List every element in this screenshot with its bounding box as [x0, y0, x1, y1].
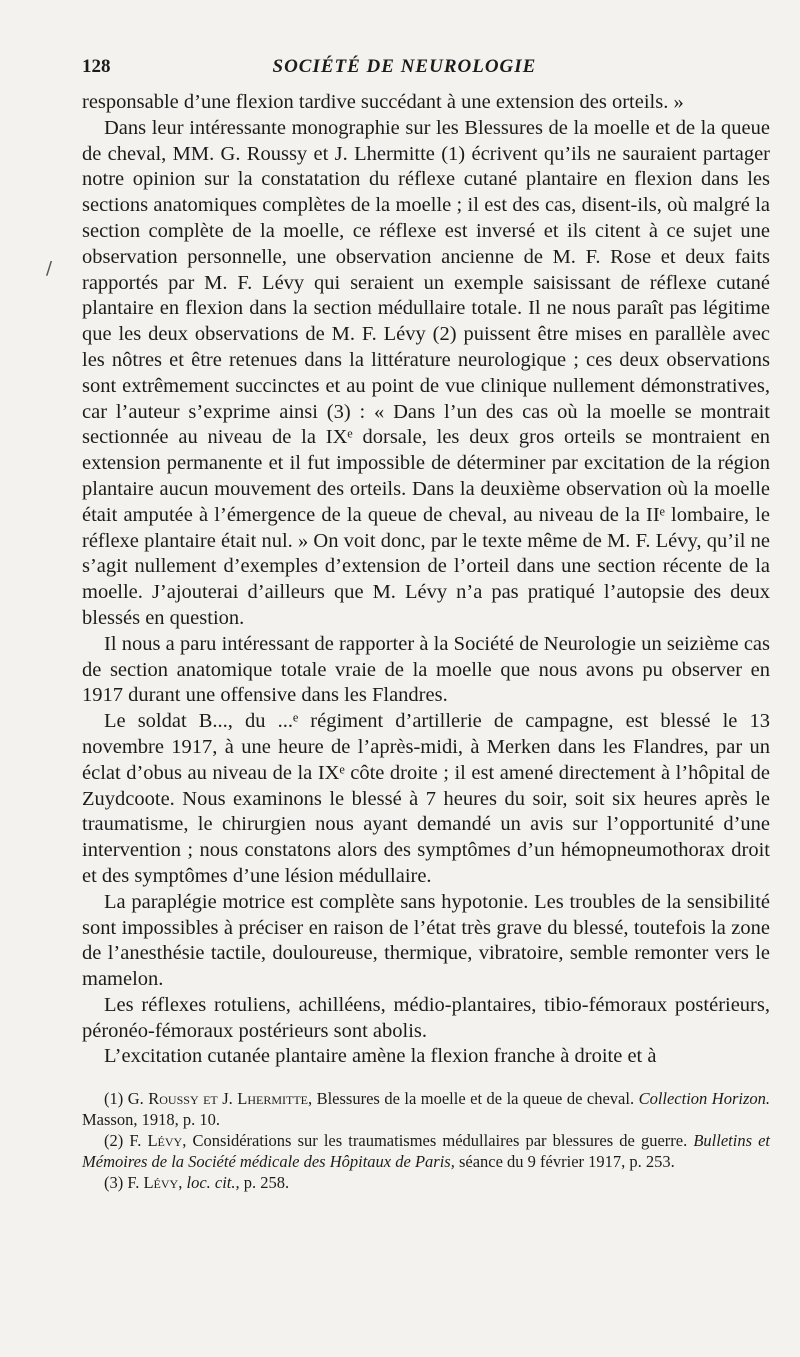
margin-annotation: /: [46, 258, 53, 279]
footnote-text: Considérations sur les traumatismes médullaires par blessures de guerre.: [192, 1131, 688, 1151]
paragraph: Les réflexes rotuliens, achilléens, médio-plantaires, tibio-fémoraux postérieurs, péronéo-fémoraux postérieurs sont abolis.: [82, 993, 770, 1042]
footnote-1: [82, 1088, 770, 1130]
paragraph: L’excitation cutanée plantaire amène la flexion franche à droite et à: [104, 1045, 657, 1068]
footnote-number: (2): [104, 1131, 124, 1151]
footnote-journal: Bulletins et Mémoires de la Société médicale des Hôpitaux de Paris,: [82, 1131, 771, 1172]
page-number: 128: [82, 56, 111, 77]
footnote-number: (1): [104, 1089, 124, 1109]
running-head: SOCIÉTÉ DE NEUROLOGIE: [272, 56, 537, 77]
footnote-rest: Masson, 1918, p. 10.: [82, 1110, 220, 1130]
footnote-authors: F. Lévy,: [127, 1173, 183, 1193]
paragraph: La paraplégie motrice est complète sans hypotonie. Les troubles de la sensibilité sont impossibles à préciser en raison de l’état très grave du blessé, toutefois la zone de l’anesthésie tactile, douloureuse, thermique, vibratoire, semble remonter vers le mamelon.: [82, 890, 770, 991]
body-text: [82, 90, 770, 1070]
footnote-number: (3): [104, 1173, 124, 1193]
footnote-2: [82, 1130, 770, 1172]
page-header: [82, 56, 770, 90]
footnote-3: [82, 1172, 770, 1193]
footnote-authors: G. Roussy et J. Lhermitte,: [127, 1089, 313, 1109]
footnotes: [82, 1088, 770, 1193]
footnote-authors: F. Lévy,: [129, 1131, 187, 1151]
paragraph: Il nous a paru intéressant de rapporter à la Société de Neurologie un seizième cas de section anatomique totale vraie de la moelle que nous avons pu observer en 1917 durant une offensive dans les Flandres.: [82, 632, 770, 707]
paragraph: Le soldat B..., du ...ᵉ régiment d’artillerie de campagne, est blessé le 13 novembre 1917, à une heure de l’après-midi, à Merken dans les Flandres, par un éclat d’obus au niveau de la IXᵉ côte droite ; il est amené directement à l’hôpital de Zuydcoote. Nous examinons le blessé à 7 heures du soir, soit six heures après le traumatisme, le chirurgien nous ayant demandé un avis sur l’opportunité d’une intervention ; nous constatons alors des symptômes d’un hémopneumothorax droit et des symptômes d’une lésion médullaire.: [82, 710, 770, 887]
footnote-rest: séance du 9 février 1917, p. 253.: [458, 1152, 675, 1172]
footnote-rest: p. 258.: [243, 1173, 290, 1193]
paragraph: responsable d’une flexion tardive succédant à une extension des orteils. »: [82, 91, 684, 113]
paragraph: Dans leur intéressante monographie sur les Blessures de la moelle et de la queue de cheval, MM. G. Roussy et J. Lhermitte (1) écrivent qu’ils ne sauraient partager notre opinion sur la constatation du réflexe cutané plantaire en flexion dans les sections anatomiques complètes de la moelle ; il est des cas, disent-ils, où malgré la section complète de la moelle, ce réflexe est inversé et ils citent à ce sujet une observation personnelle, une observation ancienne de M. F. Rose et deux faits rapportés par M. F. Lévy qui seraient un exemple saisissant de réflexe cutané plantaire en flexion dans la section médullaire totale. Il ne nous paraît pas légitime que les deux observations de M. F. Lévy (2) puissent être mises en parallèle avec les nôtres et être retenues dans la littérature neurologique ; ces deux observations sont extrêmement succinctes et au point de vue clinique nullement démonstratives, car l’auteur s’exprime ainsi (3) : « Dans l’un des cas où la moelle se montrait sectionnée au niveau de la IXᵉ dorsale, les deux gros orteils se montraient en extension permanente et il fut impossible de déterminer par excitation de la région plantaire aucun mouvement des orteils. Dans la deuxième observation où la moelle était amputée à l’émergence de la queue de cheval, au niveau de la IIᵉ lombaire, le réflexe plantaire était nul. » On voit donc, par le texte même de M. F. Lévy, qu’il ne s’agit nullement d’exemples d’extension de l’orteil dans une section récente de la moelle. J’ajouterai d’ailleurs que M. Lévy n’a pas pratiqué l’autopsie des deux blessés en question.: [82, 116, 770, 629]
footnote-text: Blessures de la moelle et de la queue de cheval.: [316, 1089, 635, 1109]
footnote-collection: Collection Horizon.: [638, 1089, 770, 1109]
footnote-ref: loc. cit.,: [186, 1173, 240, 1193]
